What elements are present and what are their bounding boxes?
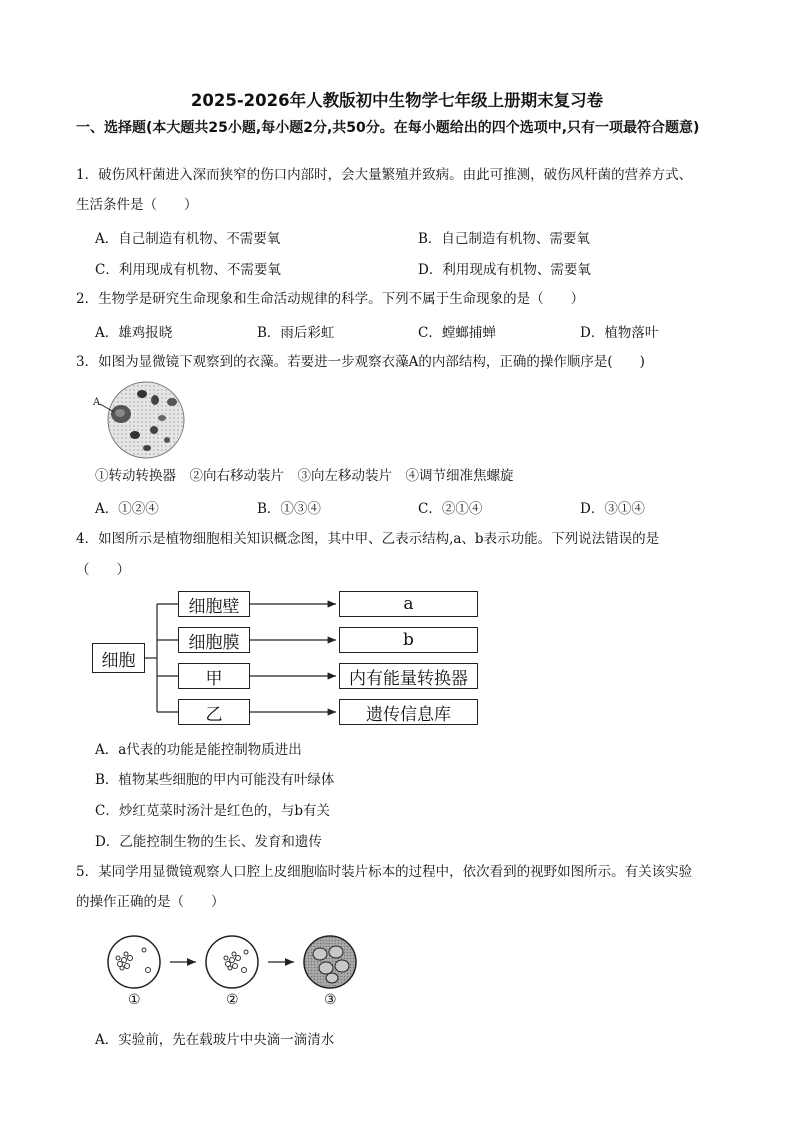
concept-structure-cell-wall: 细胞壁 [178,591,250,617]
q3-steps: ①转动转换器 ②向右移动装片 ③向左移动装片 ④调节细准焦螺旋 [95,468,514,484]
q2-option-d: D．植物落叶 [580,325,659,341]
q1-option-d: D．利用现成有机物、需要氧 [418,262,591,278]
concept-function-genetic: 遗传信息库 [339,699,478,725]
q3-option-a: A．①②④ [95,501,159,517]
q3-option-c: C．②①④ [418,501,483,517]
q5-microscope-views-image [100,930,370,1000]
q4-stem-line2: （ ） [76,562,130,578]
q5-stem-line2: 的操作正确的是（ ） [76,894,225,910]
concept-root-cell: 细胞 [92,643,145,673]
q5-view-label-3: ③ [324,992,337,1008]
concept-structure-yi: 乙 [178,699,250,725]
q5-option-a: A．实验前，先在载玻片中央滴一滴清水 [95,1032,335,1048]
concept-structure-cell-membrane: 细胞膜 [178,627,250,653]
q2-stem: 2．生物学是研究生命现象和生命活动规律的科学。下列不属于生命现象的是（ ） [76,291,585,307]
q4-stem-line1: 4．如图所示是植物细胞相关知识概念图，其中甲、乙表示结构,a、b表示功能。下列说法错误的是 [76,531,660,547]
q2-option-b: B．雨后彩虹 [257,325,335,341]
concept-function-b: b [339,627,478,653]
q4-option-c: C．炒红苋菜时汤汁是红色的，与b有关 [95,803,330,819]
q5-stem-line1: 5．某同学用显微镜观察人口腔上皮细胞临时装片标本的过程中，依次看到的视野如图所示。有关该实验 [76,864,693,880]
concept-function-energy: 内有能量转换器 [339,663,478,689]
q3-figure-label: A [93,397,101,408]
q4-option-b: B．植物某些细胞的甲内可能没有叶绿体 [95,772,335,788]
q1-option-b: B．自己制造有机物、需要氧 [418,231,590,247]
q1-option-c: C．利用现成有机物、不需要氧 [95,262,281,278]
q4-option-a: A．a代表的功能是能控制物质进出 [95,742,302,758]
q3-option-b: B．①③④ [257,501,321,517]
q3-option-d: D．③①④ [580,501,645,517]
q1-option-a: A．自己制造有机物、不需要氧 [95,231,281,247]
q2-option-a: A．雄鸡报晓 [95,325,173,341]
q3-stem: 3．如图为显微镜下观察到的衣藻。若要进一步观察衣藻A的内部结构，正确的操作顺序是( ) [76,354,645,370]
section-heading: 一、选择题(本大题共25小题,每小题2分,共50分。在每小题给出的四个选项中,只有一项最符合题意) [76,120,700,136]
q1-stem-line2: 生活条件是（ ） [76,197,198,213]
exam-title: 2025-2026年人教版初中生物学七年级上册期末复习卷 [190,91,604,110]
concept-function-a: a [339,591,478,617]
q2-option-c: C．螳螂捕蝉 [418,325,496,341]
q1-stem-line1: 1．破伤风杆菌进入深而狭窄的伤口内部时，会大量繁殖并致病。由此可推测，破伤风杆菌的营养方式、 [76,167,693,183]
concept-structure-jia: 甲 [178,663,250,689]
q5-view-label-1: ① [128,992,141,1008]
q4-option-d: D．乙能控制生物的生长、发育和遗传 [95,834,322,850]
q5-view-label-2: ② [226,992,239,1008]
